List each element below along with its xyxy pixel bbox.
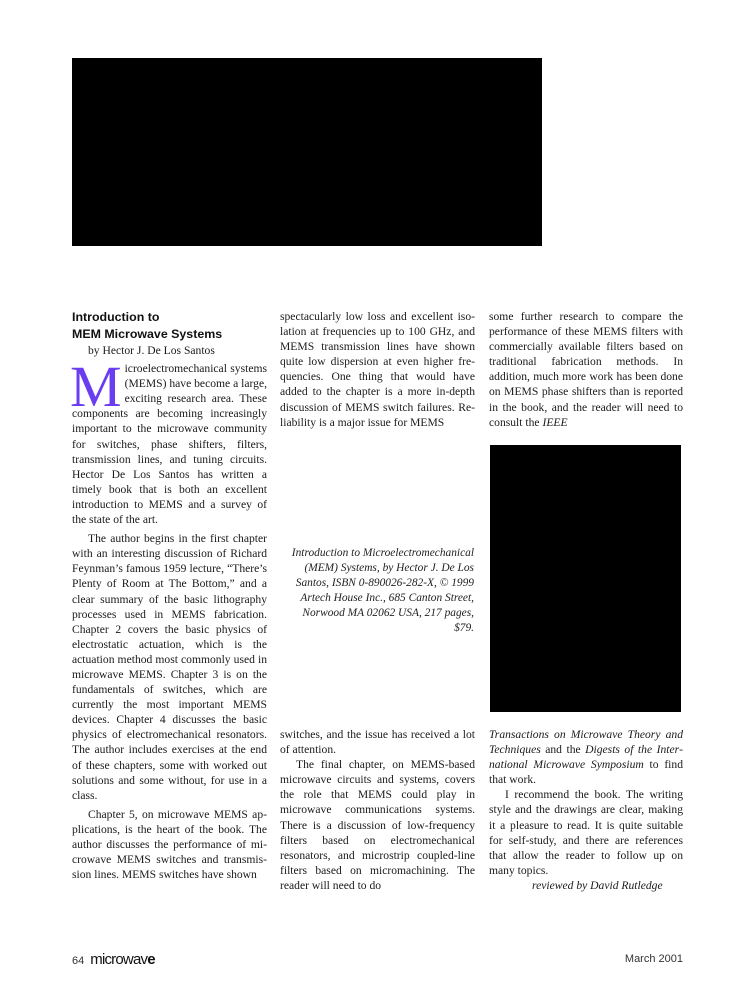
column-3-bottom xyxy=(489,727,683,893)
caption-line-1: Introduction to Microelectromechanical xyxy=(291,547,474,559)
paragraph-col3-continued-rest: to find that work. xyxy=(489,758,683,787)
magazine-logo-accent: e xyxy=(147,951,155,968)
paragraph-intro xyxy=(70,354,267,527)
article-title-line-2: MEM Microwave Systems xyxy=(72,326,223,341)
drop-cap: M xyxy=(70,354,122,420)
journal-name-transactions: Transactions on Microwave Theory and Techniques xyxy=(489,728,683,757)
page-number: 64 xyxy=(72,955,85,967)
paragraph-col2-continued: switches, and the issue has received a lot of attention. xyxy=(280,728,475,757)
magazine-logo xyxy=(90,951,155,968)
paragraph-chapters: The author begins in the first chapter with an interesting discussion of Richard Feynman’s famous 1959 lecture, “There’s Plenty of Room at The Bottom,” and a clear summary of the basic lithography processes used in MEMS fabrication. Chapter 2 covers the basic physics of electrostatic actuation, which is the actuation method most commonly used in microwave MEMS. Chapter 3 is on the fundamentals of switches, which are currently the most important MEMS devices. Chapter 4 discusses the basic physics of electromechanical resonators. The author includes exercises at the end of these chapters, some with worked out solutions and some without, for use in a class. xyxy=(72,532,267,802)
connector-text: and the xyxy=(540,743,586,757)
article-byline: by Hector J. De Los Santos xyxy=(88,344,215,357)
column-3-top xyxy=(489,309,683,430)
caption-line-4: Artech House Inc., 685 Canton Street, xyxy=(300,592,474,605)
page-footer-date: March 2001 xyxy=(624,953,683,965)
column-2-top xyxy=(280,309,475,430)
caption-line-2: (MEM) Systems, by Hector J. De Los xyxy=(304,562,474,575)
journal-name-digests: Digests of the International Microwave Symposium xyxy=(489,743,683,772)
paragraph-col3-top xyxy=(489,309,683,430)
paragraph-intro-text: icroelectromechanical systems (MEMS) have become a large, exciting research area. These components are becoming increasingly important to the microwave community for switches, phase shifters, filters, transmission lines, and tuning circuits. Hector De Los Santos has written a timely book that is both an excellent introduction to MEMS and a survey of the state of the art. xyxy=(72,362,267,527)
paragraph-col2-top: spectacularly low loss and excellent isolation at frequencies up to 100 GHz, and MEMS transmission lines have shown quite low dispersion at even higher frequencies. One thing that would have added to the chapter is a more in-depth discussion of MEMS switch failures. Reliability is a major issue for MEMS xyxy=(280,310,475,429)
caption-line-5: Norwood MA 02062 USA, 217 pages, $79. xyxy=(302,607,474,635)
column-1 xyxy=(72,309,267,882)
reviewer-signoff: reviewed by David Rutledge xyxy=(532,878,663,892)
journal-name-ieee: IEEE xyxy=(542,415,568,429)
column-2-bottom xyxy=(280,727,475,893)
right-figure-image xyxy=(490,445,681,712)
paragraph-col3-top-text: some further research to compare the performance of these MEMS filters with commercially available filters based on traditional fabrication methods. In addition, much more work has been done on MEMS phase shifters than is reported in the book, and the reader will need to consult the xyxy=(489,310,683,429)
caption-line-3: Santos, ISBN 0-890026-282-X, © 1999 xyxy=(295,577,474,590)
magazine-logo-text: microwav xyxy=(90,951,148,968)
article-title xyxy=(72,309,267,342)
book-caption xyxy=(280,546,474,637)
page-footer-left xyxy=(72,951,155,968)
paragraph-final-chapter: The final chapter, on MEMS-based microwave circuits and systems, covers the role that MEMS could play in microwave communications systems. There is a discussion of low-frequency filters based on electromechanical resonators, and microstrip coupled-line filters based on micromachining. The reader will need to do xyxy=(280,758,475,892)
article-title-line-1: Introduction to xyxy=(72,310,160,324)
paragraph-col3-continued xyxy=(489,727,683,787)
paragraph-chapter-5: Chapter 5, on microwave MEMS applications, is the heart of the book. The author discusses the performance of microwave MEMS switches and transmission lines. MEMS switches have shown xyxy=(72,807,267,882)
top-figure-image xyxy=(72,58,542,246)
paragraph-recommendation: I recommend the book. The writing style and the drawings are clear, making it a pleasure to read. It is quite suitable for self-study, and there are references that allow the reader to follow up on many topics. xyxy=(489,788,683,877)
